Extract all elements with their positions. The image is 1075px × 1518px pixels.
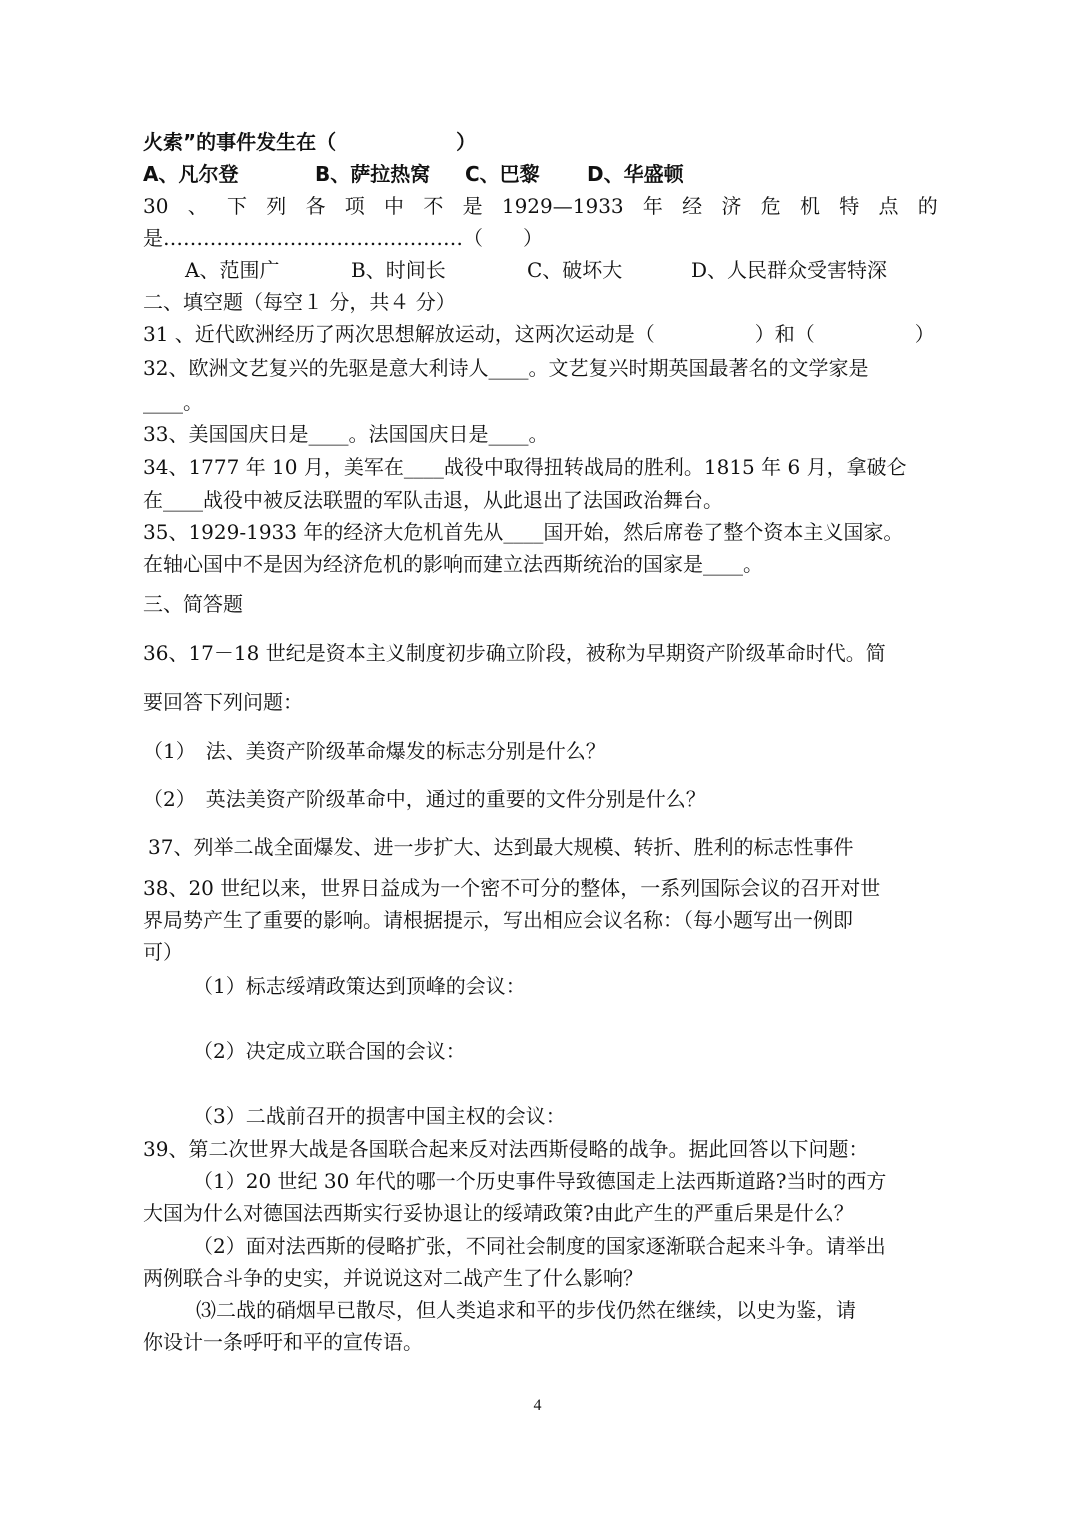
- q35-line1: 35、1929-1933 年的经济大危机首先从____国开始，然后席卷了整个资本主义国家。: [143, 520, 904, 544]
- q39-sub2-line2: 两例联合斗争的史实，并说说这对二战产生了什么影响？: [143, 1266, 643, 1290]
- section2-heading: 二、填空题（每空１ 分，共４ 分）: [143, 290, 456, 314]
- q30-word: 、: [187, 194, 208, 218]
- q30-word: 30: [143, 194, 169, 218]
- q29-continuation: 火索”的事件发生在（ ）: [143, 130, 477, 154]
- q29-option-b: B、萨拉热窝: [315, 162, 431, 186]
- q32-line2: ____。: [143, 390, 203, 414]
- q38-sub3: （3）二战前召开的损害中国主权的会议：: [193, 1104, 566, 1128]
- q30-option-b: B、时间长: [351, 258, 446, 282]
- q30-word: 危: [760, 194, 781, 218]
- page-number: 4: [533, 1397, 542, 1414]
- q33: 33、美国国庆日是____。法国国庆日是____。: [143, 422, 549, 446]
- q30-option-a: A、范围广: [185, 258, 280, 282]
- q30-word: 1929—1933: [501, 194, 624, 218]
- q30-word: 济: [721, 194, 742, 218]
- q38-line3: 可）: [143, 940, 183, 964]
- q30-word: 机: [799, 194, 820, 218]
- q29-option-c: C、巴黎: [465, 162, 540, 186]
- q30-word: 各: [305, 194, 326, 218]
- q30-stem-line2: 是………………………………………（ ）: [143, 226, 543, 250]
- q36-line1: 36、17－18 世纪是资本主义制度初步确立阶段，被称为早期资产阶级革命时代。简: [143, 641, 886, 665]
- q30-word: 项: [344, 194, 365, 218]
- section3-heading: 三、简答题: [143, 592, 243, 616]
- q30-word: 下: [226, 194, 247, 218]
- q30-word: 是: [462, 194, 483, 218]
- q36-sub1: （1） 法、美资产阶级革命爆发的标志分别是什么？: [143, 739, 606, 763]
- q30-word: 经: [682, 194, 703, 218]
- q34-line2: 在____战役中被反法联盟的军队击退，从此退出了法国政治舞台。: [143, 488, 723, 512]
- q38-line1: 38、20 世纪以来，世界日益成为一个密不可分的整体，一系列国际会议的召开对世: [143, 876, 881, 900]
- q30-options: [185, 258, 887, 282]
- q31: 31 、近代欧洲经历了两次思想解放运动，这两次运动是（ ）和（ ）: [143, 322, 935, 346]
- q30-option-d: D、人民群众受害特深: [691, 258, 888, 282]
- q36-line2: 要回答下列问题：: [143, 690, 303, 714]
- q32-line1: 32、欧洲文艺复兴的先驱是意大利诗人____。文艺复兴时期英国最著名的文学家是: [143, 356, 869, 380]
- q36-sub2: （2） 英法美资产阶级革命中，通过的重要的文件分别是什么？: [143, 787, 706, 811]
- q29-option-d: D、华盛顿: [587, 162, 684, 186]
- q30-stem-line1: [143, 194, 938, 218]
- q39-sub3-line2: 你设计一条呼吁和平的宣传语。: [143, 1330, 423, 1354]
- q39-sub2-line1: （2）面对法西斯的侵略扩张，不同社会制度的国家逐渐联合起来斗争。请举出: [193, 1234, 886, 1258]
- q38-line2: 界局势产生了重要的影响。请根据提示，写出相应会议名称：（每小题写出一例即: [143, 908, 853, 932]
- q30-word: 的: [917, 194, 938, 218]
- q30-word: 列: [266, 194, 287, 218]
- q30-option-c: C、破坏大: [527, 258, 623, 282]
- q30-word: 特: [839, 194, 860, 218]
- q39-sub1-line1: （1）20 世纪 30 年代的哪一个历史事件导致德国走上法西斯道路?当时的西方: [193, 1169, 887, 1193]
- q37: 37、列举二战全面爆发、进一步扩大、达到最大规模、转折、胜利的标志性事件: [148, 835, 854, 859]
- q39-line1: 39、第二次世界大战是各国联合起来反对法西斯侵略的战争。据此回答以下问题：: [143, 1137, 869, 1161]
- q34-line1: 34、1777 年 10 月，美军在____战役中取得扭转战局的胜利。1815 年 6 月，拿破仑: [143, 455, 907, 479]
- q29-options: [143, 162, 684, 186]
- q30-word: 中: [384, 194, 405, 218]
- q35-line2: 在轴心国中不是因为经济危机的影响而建立法西斯统治的国家是____。: [143, 552, 763, 576]
- q39-sub3-line1: ⑶二战的硝烟早已散尽，但人类追求和平的步伐仍然在继续，以史为鉴，请: [196, 1298, 856, 1322]
- q29-option-a: A、凡尔登: [143, 162, 239, 186]
- q30-word: 点: [878, 194, 899, 218]
- q30-word: 年: [642, 194, 663, 218]
- q38-sub1: （1）标志绥靖政策达到顶峰的会议：: [193, 974, 526, 998]
- q30-word: 不: [423, 194, 444, 218]
- q38-sub2: （2）决定成立联合国的会议：: [193, 1039, 466, 1063]
- q39-sub1-line2: 大国为什么对德国法西斯实行妥协退让的绥靖政策?由此产生的严重后果是什么？: [143, 1201, 854, 1225]
